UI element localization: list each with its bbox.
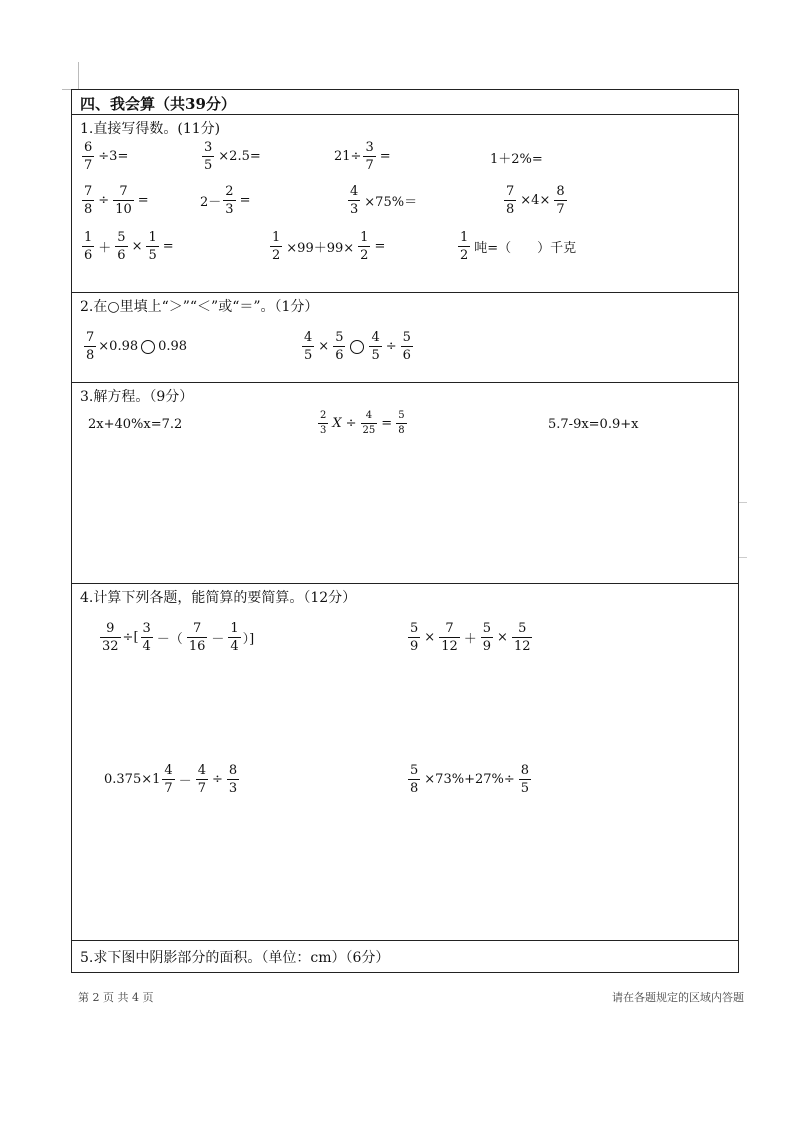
fraction: $\frac{7}{8}$ [84, 184, 93, 217]
question-5 [72, 940, 738, 972]
fraction: $\frac{1}{2}$ [272, 230, 281, 263]
question-2-heading: 2.在○里填上“＞”“＜”或“＝”。（1分） [80, 299, 319, 315]
equation-2: 2 3 X ÷ $\frac{4}{25}$ = $\frac{5}{8}$ [320, 410, 405, 436]
fraction: $\frac{8}{3}$ [228, 763, 238, 796]
margin-tab [738, 502, 747, 558]
calc-problem-1: $\frac{9}{32}$ ÷[ 3 4 －（ 7 16 － 1 4 ）] [102, 621, 255, 654]
equation-3: 5.7-9x=0.9+x [548, 417, 639, 432]
fraction: $\frac{4}{5}$ [371, 330, 380, 363]
q1-item-7: $\frac{4}{3}$ ×75%＝ [350, 184, 418, 217]
fraction: $\frac{5}{12}$ [513, 621, 531, 654]
section-title: 四、我会算（共39分） [80, 95, 236, 113]
fraction: $\frac{4}{25}$ [362, 410, 376, 436]
question-2 [72, 292, 738, 382]
q1-item-11: 1 2 吨=（ ）千克 [460, 230, 577, 263]
q1-item-5: $\frac{7}{8}$ ÷ $\frac{7}{10}$ = [84, 184, 149, 217]
fraction: $\frac{8}{5}$ [520, 763, 530, 796]
question-4 [72, 583, 738, 940]
fraction: $\frac{4}{3}$ [350, 184, 359, 217]
q1-item-9: 1 6 ＋ $\frac{5}{6}$ × $\frac{1}{5}$ = [84, 230, 174, 263]
fraction: $\frac{2}{3}$ [225, 184, 234, 217]
question-3 [72, 382, 738, 583]
q1-item-4: 1＋2%= [490, 152, 543, 167]
q1-item-6: 2－ $\frac{2}{3}$ = [200, 184, 251, 217]
fraction: $\frac{7}{8}$ [506, 184, 515, 217]
q1-item-8: $\frac{7}{8}$ ×4× $\frac{8}{7}$ [506, 184, 565, 217]
fraction: 2 3 [320, 410, 327, 436]
fraction: $\frac{3}{5}$ [204, 140, 213, 173]
section-title-row [72, 90, 738, 114]
fraction: $\frac{5}{6}$ [335, 330, 344, 363]
q2-item-2: $\frac{4}{5}$ × $\frac{5}{6}$ $\frac{4}{5}$ ÷ $\frac{5}{6}$ [304, 330, 411, 363]
fraction: $\frac{5}{9}$ [410, 621, 419, 654]
fraction: $\frac{4}{7}$ [197, 763, 206, 796]
question-1 [72, 114, 738, 292]
fraction: $\frac{9}{32}$ [102, 621, 119, 654]
question-3-heading: 3.解方程。（9分） [80, 389, 194, 405]
compare-circle[interactable] [350, 340, 364, 354]
fraction: 3 4 [142, 621, 151, 654]
fraction: $\frac{6}{7}$ [84, 140, 93, 173]
q1-item-3: 21÷ $\frac{3}{7}$ = [334, 140, 391, 173]
fraction: $\frac{4}{5}$ [304, 330, 313, 363]
page-number: 第 2 页 共 4 页 [78, 991, 154, 1004]
compare-circle[interactable] [141, 340, 155, 354]
exam-sheet [71, 89, 739, 973]
fraction: 1 2 [460, 230, 469, 263]
calc-problem-4: $\frac{5}{8}$ ×73%+27%÷ $\frac{8}{5}$ [410, 763, 530, 796]
fraction: $\frac{5}{9}$ [482, 621, 492, 654]
fraction: 4 7 [164, 763, 173, 796]
fraction: $\frac{8}{7}$ [556, 184, 565, 217]
calc-problem-2: $\frac{5}{9}$ × $\frac{7}{12}$ ＋ $\frac{5}{9}$ × $\frac{5}{12}$ [410, 621, 531, 654]
fraction: $\frac{7}{10}$ [115, 184, 132, 217]
fraction: $\frac{7}{12}$ [441, 621, 458, 654]
q2-item-1: $\frac{7}{8}$ ×0.98 0.98 [86, 330, 188, 363]
fraction: $\frac{5}{6}$ [402, 330, 411, 363]
question-5-heading: 5.求下图中阴影部分的面积。（单位：cm）（6分） [80, 950, 390, 966]
question-1-heading: 1.直接写得数。(11分) [80, 121, 221, 137]
fraction: $\frac{3}{7}$ [365, 140, 374, 173]
equation-1: 2x+40%x=7.2 [88, 417, 183, 432]
answer-area-note: 请在各题规定的区域内答题 [612, 991, 744, 1004]
q1-item-2: $\frac{3}{5}$ ×2.5= [204, 140, 261, 173]
fraction: $\frac{1}{2}$ [360, 230, 369, 263]
crop-mark [78, 62, 79, 90]
fraction: $\frac{7}{8}$ [86, 330, 95, 363]
question-4-heading: 4.计算下列各题，能简算的要简算。（12分） [80, 590, 357, 606]
fraction: 1 6 [84, 230, 93, 263]
fraction: 1 4 [230, 621, 239, 654]
fraction: 7 16 [188, 621, 206, 654]
fraction: $\frac{5}{8}$ [398, 410, 405, 436]
calc-problem-3: 0.375×1 4 7 － $\frac{4}{7}$ ÷ $\frac{8}{3}$ [104, 763, 238, 796]
fraction: $\frac{5}{8}$ [410, 763, 419, 796]
q1-item-1: $\frac{6}{7}$ ÷3= [84, 140, 129, 173]
fraction: $\frac{1}{5}$ [148, 230, 157, 263]
q1-item-10: $\frac{1}{2}$ ×99＋99× $\frac{1}{2}$ = [272, 230, 386, 263]
fraction: $\frac{5}{6}$ [117, 230, 126, 263]
